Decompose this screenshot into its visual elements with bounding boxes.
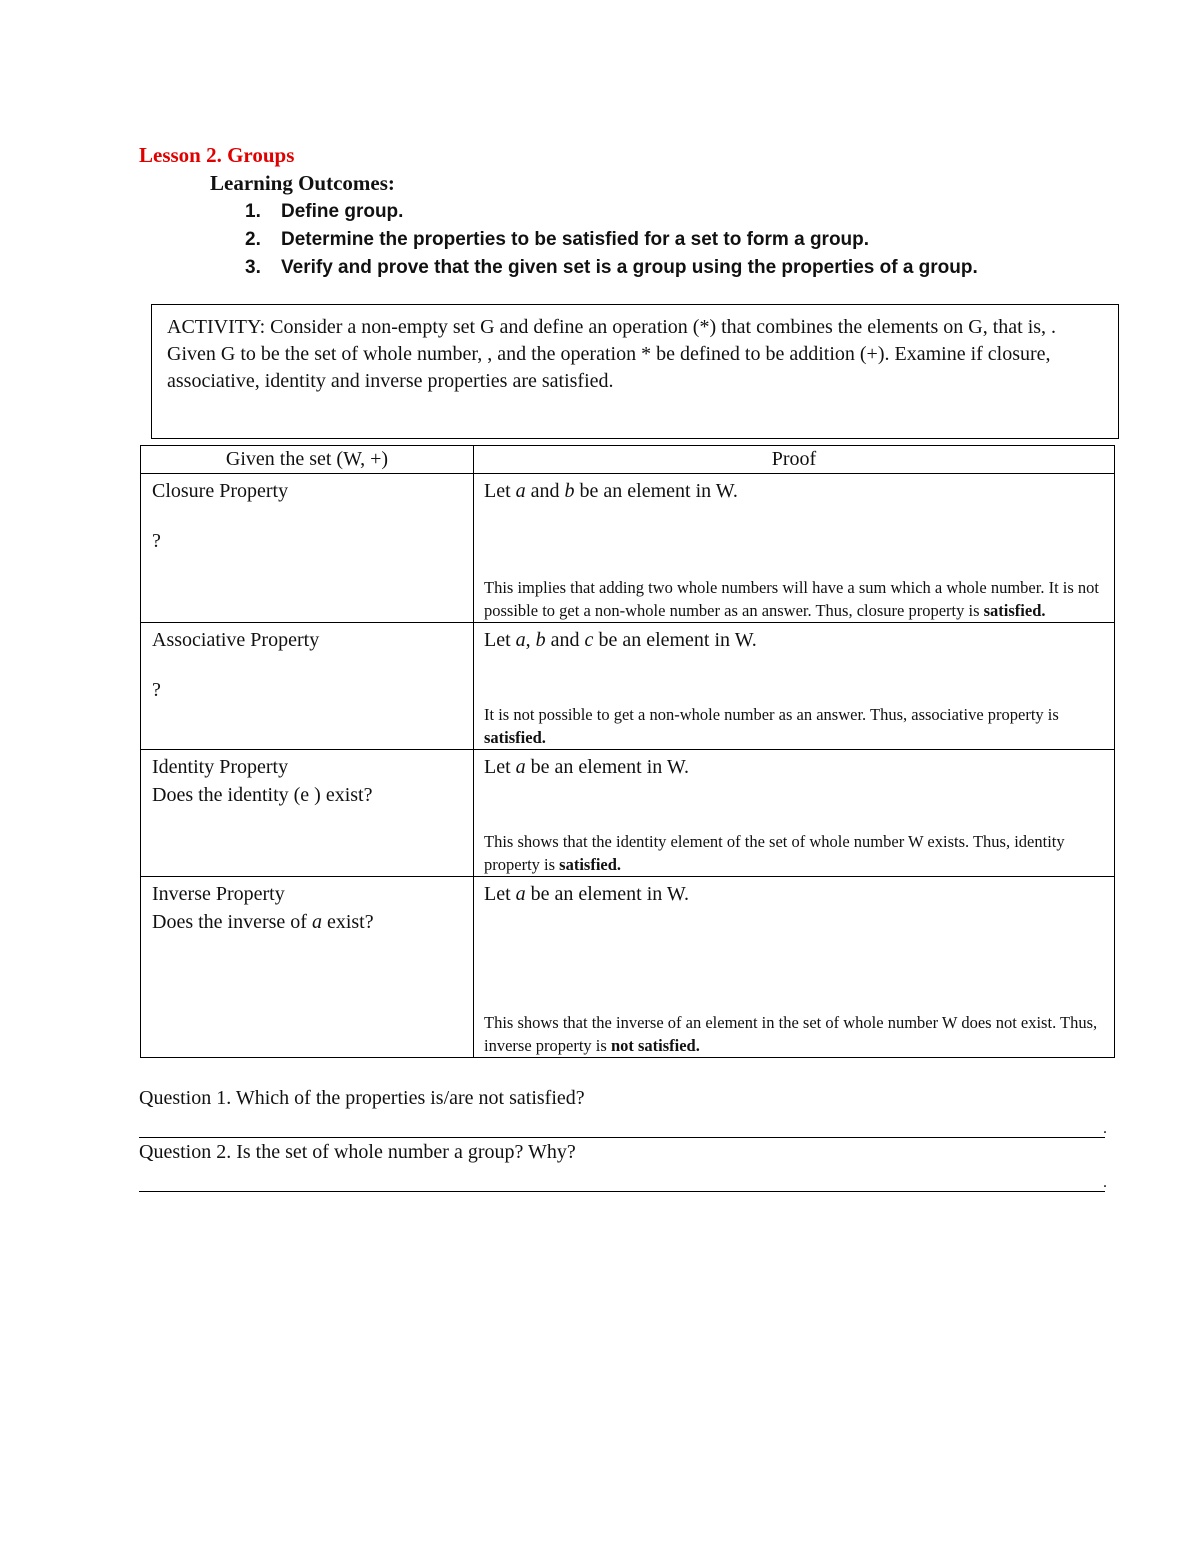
property-question: Does the identity (e ) exist? [152,784,373,806]
proof-cell [474,750,1115,877]
outcome-number: 3. [245,257,261,278]
lesson-title: Lesson 2. Groups [139,143,295,167]
properties-table [140,445,1115,1058]
question-1: Question 1. Which of the properties is/are not satisfied? [139,1087,585,1109]
header-given-set: Given the set (W, +) [141,446,474,474]
table-row-identity [141,750,1115,877]
outcome-text: Determine the properties to be satisfied for a set to form a group. [281,229,870,250]
conclusion-text: It is not possible to get a non-whole number as an answer. Thus, associative property is [484,705,1059,724]
outcome-number: 2. [245,229,261,250]
question-2: Question 2. Is the set of whole number a group? Why? [139,1141,576,1163]
outcome-item [245,226,978,254]
property-cell [141,750,474,877]
answer-line-1[interactable] [139,1137,1105,1138]
property-cell [141,474,474,623]
learning-outcomes-list [245,198,978,282]
proof-cell [474,623,1115,750]
property-name: Associative Property [152,629,320,651]
outcome-text: Verify and prove that the given set is a group using the properties of a group. [281,257,978,278]
proof-cell [474,877,1115,1058]
outcome-number: 1. [245,201,261,222]
property-placeholder: ? [152,679,161,701]
outcome-item [245,254,978,282]
proof-conclusion [484,703,1100,749]
table-row-closure [141,474,1115,623]
property-name: Inverse Property [152,883,285,905]
header-proof: Proof [474,446,1115,474]
status-text: satisfied. [559,855,622,874]
status-text: not satisfied. [610,1036,700,1055]
proof-cell [474,474,1115,623]
learning-outcomes-heading: Learning Outcomes: [210,171,395,195]
table-row-associative [141,623,1115,750]
proof-intro: Let a, b and c be an element in W. [484,629,757,651]
property-cell [141,877,474,1058]
answer-line-end-1: . [1103,1120,1107,1137]
conclusion-text: This shows that the inverse of an element in the set of whole number W does not exist. Thus, inverse property is [484,1013,1098,1055]
conclusion-text: This shows that the identity element of the set of whole number W exists. Thus, identity property is [484,832,1065,874]
proof-conclusion [484,830,1100,876]
property-name: Identity Property [152,756,289,778]
activity-text: ACTIVITY: Consider a non-empty set G and define an operation (*) that combines the elements on G, that is, . Given G to be the set of whole number, , and the operation * be defined to be addition (+). Examine if closure, associative, identity and inverse properties are satisfied. [167,316,1057,392]
table-header-row [141,446,1115,474]
proof-intro: Let a and b be an element in W. [484,480,738,502]
property-placeholder: ? [152,530,161,552]
outcome-item [245,198,978,226]
conclusion-text: This implies that adding two whole numbers will have a sum which a whole number. It is not possible to get a non-whole number as an answer. Thus, closure property is [484,578,1099,620]
answer-line-2[interactable] [139,1191,1105,1192]
proof-intro: Let a be an element in W. [484,756,689,778]
activity-box [151,304,1119,439]
status-text: satisfied. [484,728,546,747]
status-text: satisfied. [983,601,1046,620]
proof-conclusion [484,576,1100,622]
proof-conclusion [484,1011,1100,1057]
outcome-text: Define group. [281,201,404,222]
property-cell [141,623,474,750]
property-question: Does the inverse of a exist? [152,911,374,933]
property-name: Closure Property [152,480,289,502]
answer-line-end-2: . [1103,1174,1107,1191]
proof-intro: Let a be an element in W. [484,883,689,905]
table-row-inverse [141,877,1115,1058]
